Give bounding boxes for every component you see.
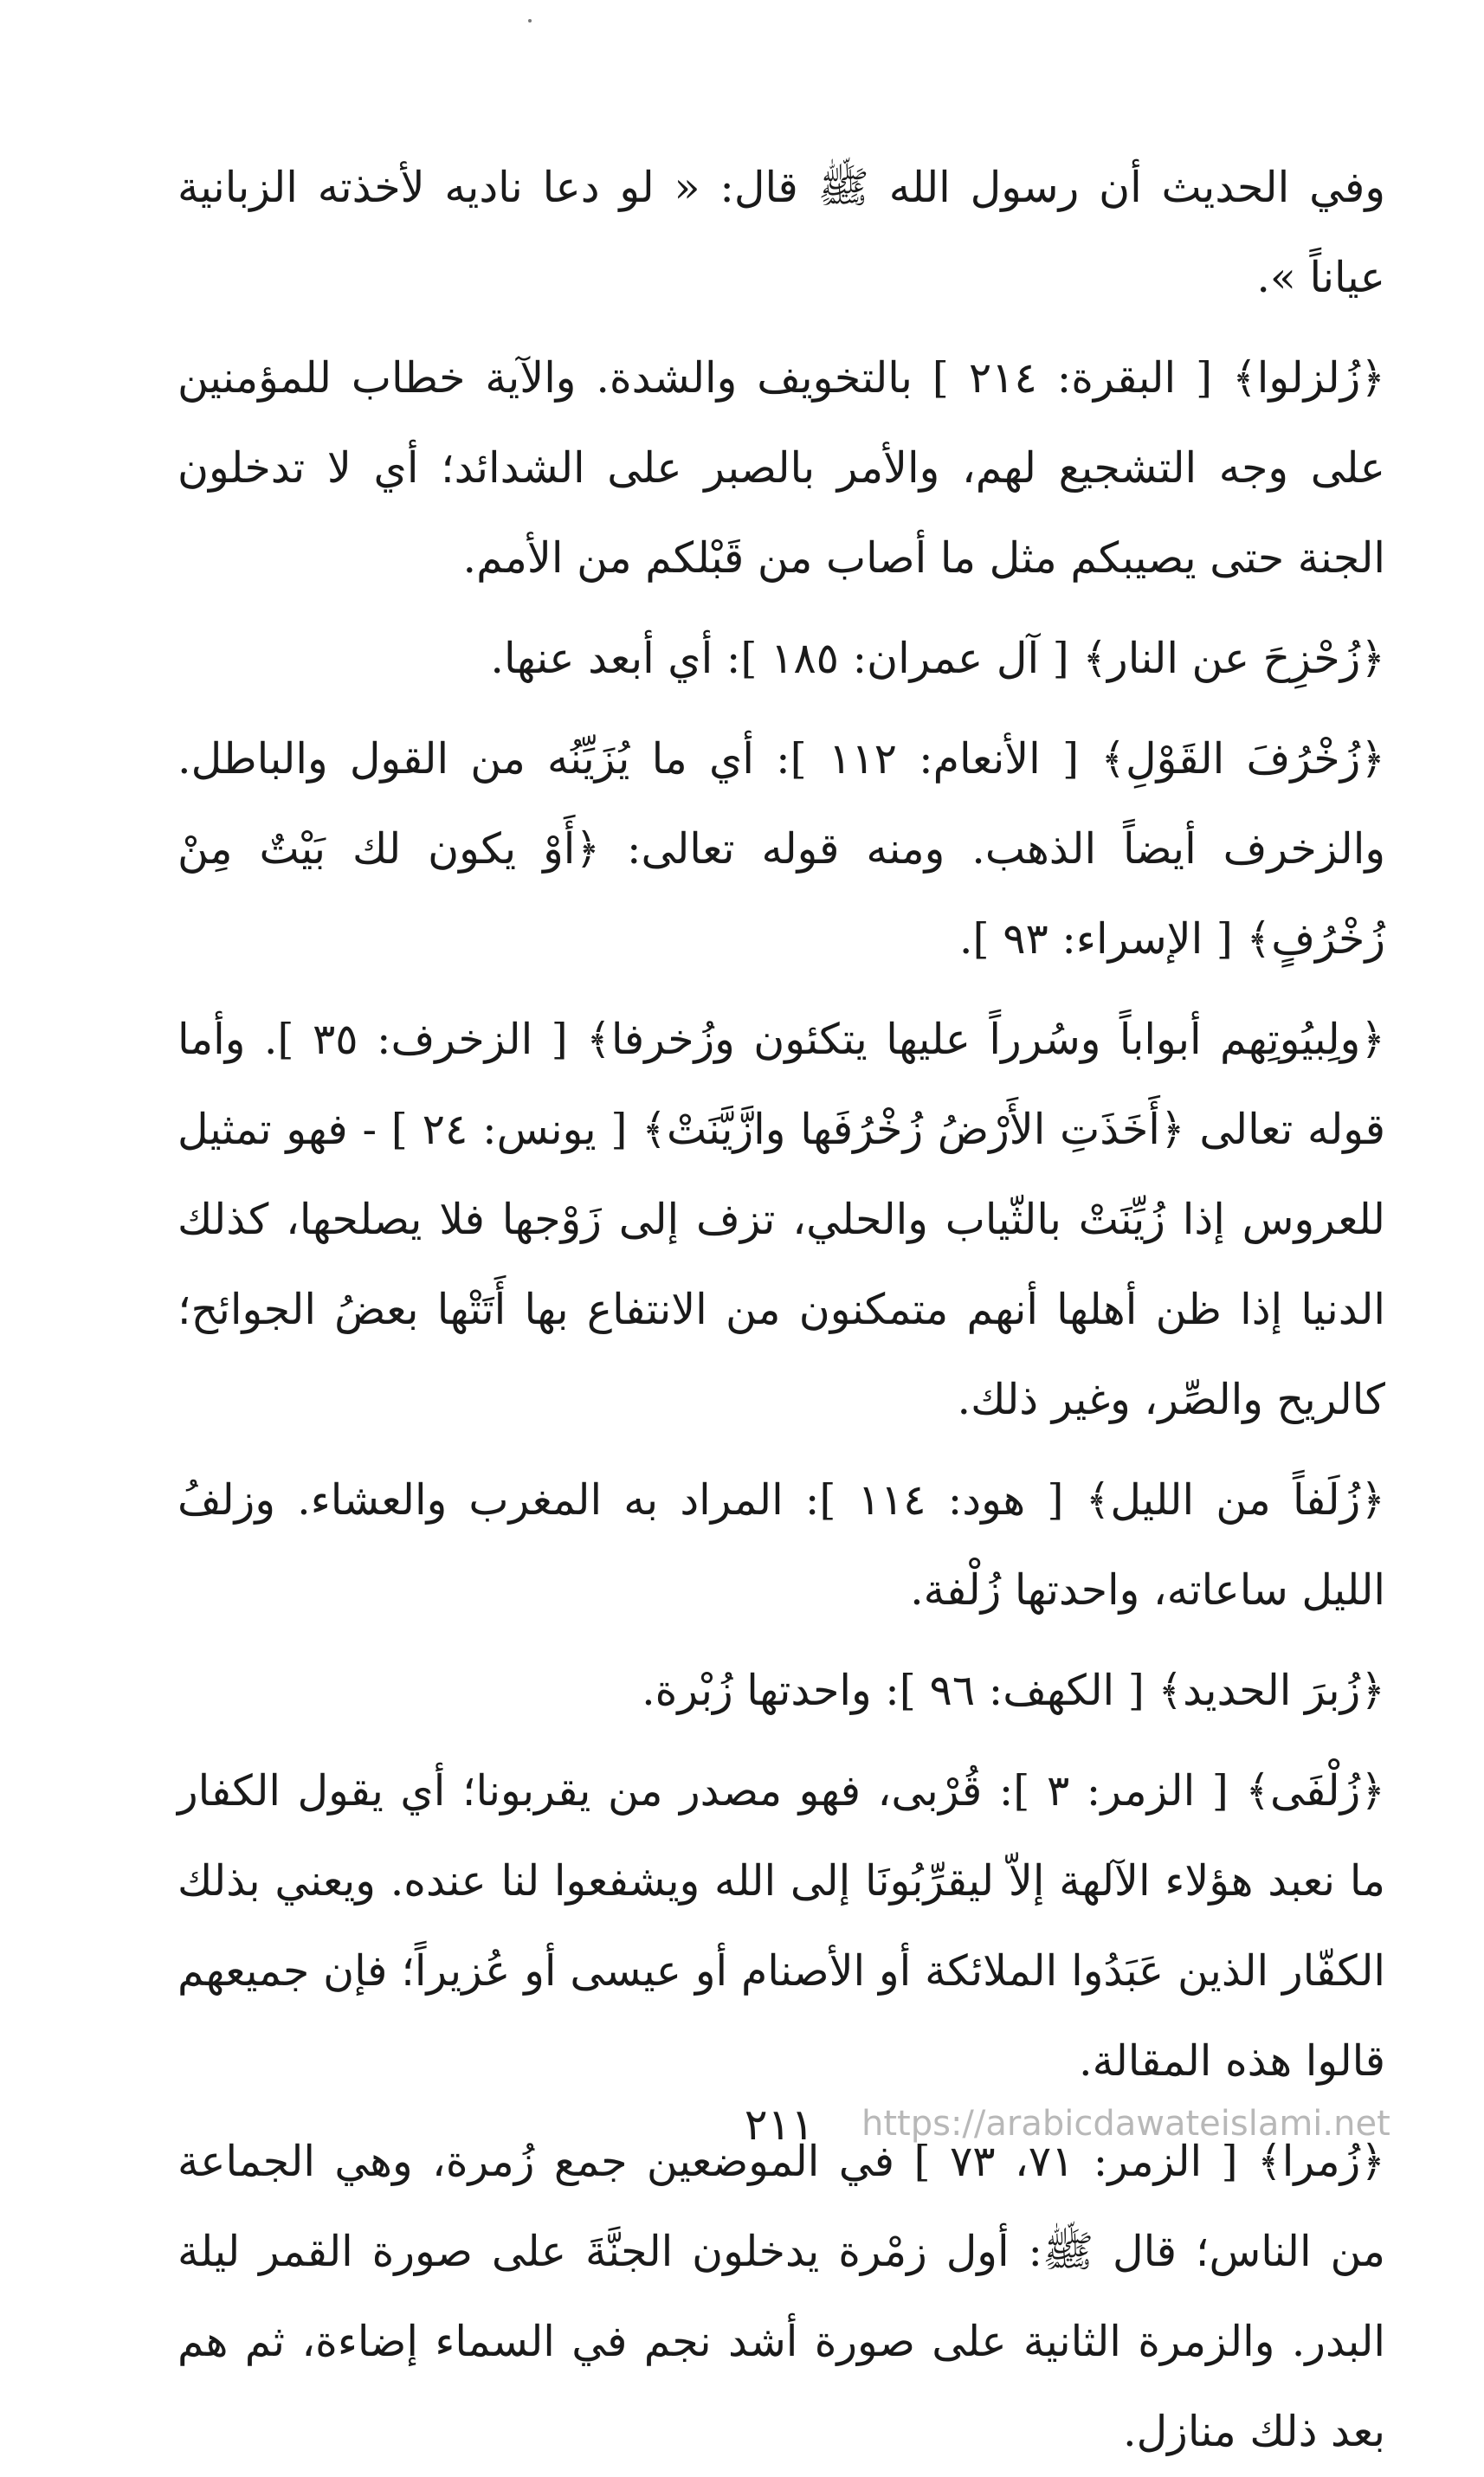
paragraph-zumara: ﴿زُمرا﴾ [ الزمر: ٧١، ٧٣ ] في الموضعين جمع زُمرة، وهي الجماعة من الناس؛ قال ﷺ: أول زمْرة يدخلون الجنَّةَ على صورة القمر ليلة البدر. والزمرة الثانية على صورة أشد نجم في السماء إضاءة، ثم هم بعد ذلك منازل. <box>177 2137 1386 2456</box>
scan-mark <box>528 19 532 23</box>
paragraph-zukhrufa: ﴿ولِبيُوتِهم أبواباً وسُرراً عليها يتكئون وزُخرفا﴾ [ الزخرف: ٣٥ ]. وأما قوله تعالى ﴿أَخَذَتِ الأَرْضُ زُخْرُفَها وازَّيَّنَتْ﴾ [ يونس: ٢٤ ] - فهو تمثيل للعروس إذا زُيِّنَتْ بالثّياب والحلي، تزف إلى زَوْجها فلا يصلحها، كذلك الدنيا إذا ظن أهلها أنهم متمكنون من الانتفاع بها أَتَتْها بعضُ الجوائح؛ كالريح والصِّر، وغير ذلك. <box>177 1015 1385 1424</box>
paragraph-zulafan: ﴿زُلَفاً من الليل﴾ [ هود: ١١٤ ]: المراد به المغرب والعشاء. وزلفُ الليل ساعاته، واحدتها زُلْفة. <box>177 1475 1385 1615</box>
paragraph-zuhzih: ﴿زُحْزِحَ عن النار﴾ [ آل عمران: ١٨٥ ]: أي أبعد عنها. <box>490 634 1385 683</box>
paragraph-zubar: ﴿زُبرَ الحديد﴾ [ الكهف: ٩٦ ]: واحدتها زُبْرة. <box>642 1666 1385 1715</box>
paragraph-hadith-zabaniya: وفي الحديث أن رسول الله ﷺ قال: « لو دعا ناديه لأخذته الزبانية عياناً ». <box>177 163 1385 302</box>
paragraph-zukhruf-al-qawl: ﴿زُخْرُفَ القَوْلِ﴾ [ الأنعام: ١١٢ ]: أي ما يُزَيِّنُه من القول والباطل. والزخرف أيضاً الذهب. ومنه قوله تعالى: ﴿أَوْ يكون لك بَيْتٌ مِنْ زُخْرُفٍ﴾ [ الإسراء: ٩٣ ]. <box>177 734 1385 964</box>
page-number: ٢١١ <box>744 2100 815 2150</box>
paragraph-zulzilu: ﴿زُلزلوا﴾ [ البقرة: ٢١٤ ] بالتخويف والشدة. والآية خطاب للمؤمنين على وجه التشجيع لهم، والأمر بالصبر على الشدائد؛ أي لا تدخلون الجنة حتى يصيبكم مثل ما أصاب من قَبْلكم من الأمم. <box>177 353 1385 583</box>
paragraph-zulfa: ﴿زُلْفَى﴾ [ الزمر: ٣ ]: قُرْبى، فهو مصدر من يقربونا؛ أي يقول الكفار ما نعبد هؤلاء الآلهة إلاّ ليقرِّبُونَا إلى الله ويشفعوا لنا عنده. ويعني بذلك الكفّار الذين عَبَدُوا الملائكة أو الأصنام أو عيسى أو عُزيراً؛ فإن جميعهم قالوا هذه المقالة. <box>177 1766 1385 2086</box>
watermark-url: https://arabicdawateislami.net <box>861 2104 1390 2144</box>
